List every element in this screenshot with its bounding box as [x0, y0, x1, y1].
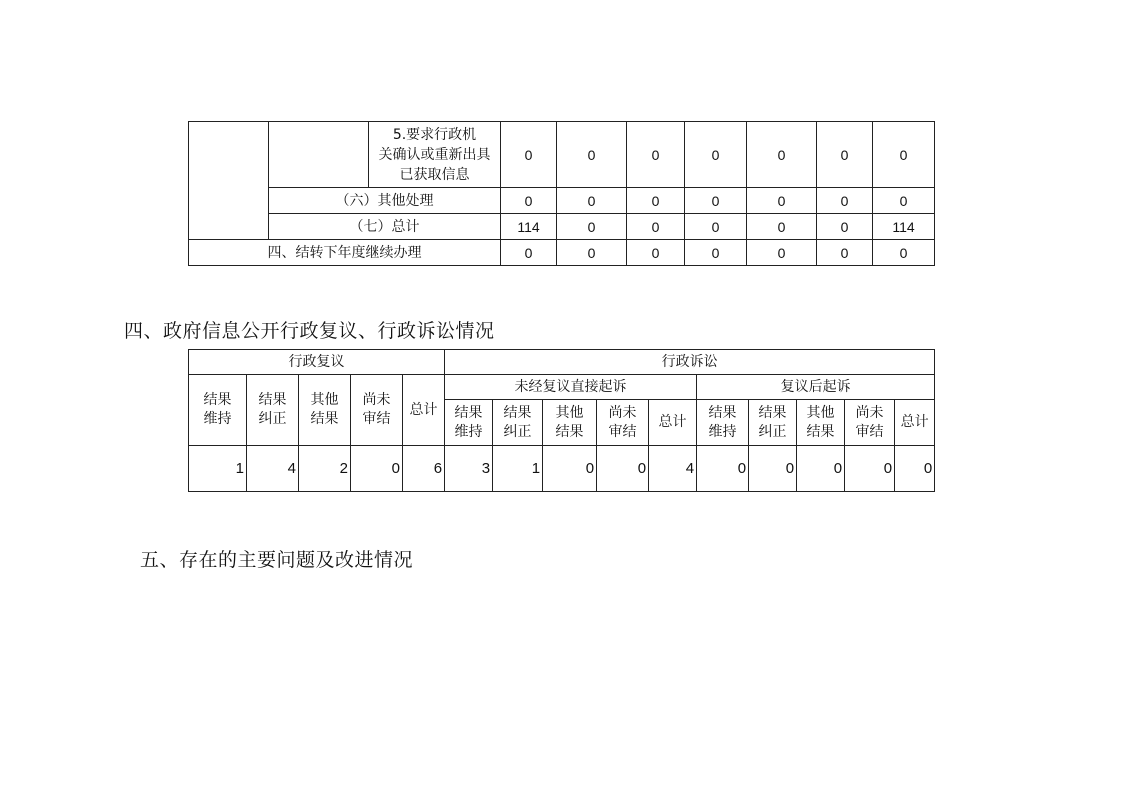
table-cell: 0 [501, 240, 557, 266]
column-header [299, 375, 351, 446]
column-header [845, 400, 895, 446]
table-cell: 0 [747, 188, 817, 214]
header-line: 维持 [708, 423, 737, 440]
table-cell: 1 [189, 446, 247, 492]
table-cell: 0 [557, 122, 627, 188]
row-label-total: （七）总计 [269, 214, 501, 240]
header-line: 审结 [608, 423, 637, 440]
table-cell: 6 [403, 446, 445, 492]
subgroup-header-after-review: 复议后起诉 [697, 375, 935, 400]
table-cell: 0 [817, 214, 873, 240]
header-line: 尚未 [608, 404, 637, 421]
column-header [895, 400, 935, 446]
table-cell: 2 [299, 446, 351, 492]
column-header [445, 400, 493, 446]
column-header [597, 400, 649, 446]
table-row [189, 350, 935, 375]
table-cell: 0 [351, 446, 403, 492]
column-header [797, 400, 845, 446]
table-cell: 0 [817, 188, 873, 214]
table-cell: 0 [557, 214, 627, 240]
table-cell: 4 [247, 446, 299, 492]
row-label-item5 [369, 122, 501, 188]
table-cell: 0 [501, 188, 557, 214]
row-label-other: （六）其他处理 [269, 188, 501, 214]
table-cell: 0 [627, 214, 685, 240]
table-cell: 0 [817, 122, 873, 188]
header-line: 审结 [855, 423, 884, 440]
column-header [649, 400, 697, 446]
header-line: 结果 [806, 423, 835, 440]
table-cell: 3 [445, 446, 493, 492]
table-row [189, 375, 935, 400]
header-line: 其他 [310, 392, 339, 408]
header-line: 维持 [454, 423, 483, 440]
table-cell: 114 [873, 214, 935, 240]
header-line: 结果 [258, 392, 287, 408]
row-label-line: 5.要求行政机 [392, 126, 477, 143]
table-cell: 0 [543, 446, 597, 492]
table-cell: 0 [749, 446, 797, 492]
review-litigation-table [188, 349, 935, 492]
table-cell: 0 [597, 446, 649, 492]
subgroup-header-direct-suit: 未经复议直接起诉 [445, 375, 697, 400]
section-heading-problems-improvements: 五、存在的主要问题及改进情况 [140, 549, 414, 571]
table-row [189, 446, 935, 492]
table-cell: 0 [747, 240, 817, 266]
header-line: 结果 [203, 392, 232, 408]
group-header-admin-review: 行政复议 [189, 350, 445, 375]
header-line: 总计 [900, 414, 929, 430]
header-line: 纠正 [258, 411, 287, 427]
group-header-litigation: 行政诉讼 [445, 350, 935, 375]
header-line: 总计 [658, 414, 687, 430]
table-cell: 0 [747, 122, 817, 188]
table-cell: 0 [685, 214, 747, 240]
header-line: 纠正 [758, 423, 787, 440]
header-line: 结果 [555, 423, 584, 440]
header-line: 尚未 [362, 392, 391, 408]
header-line: 尚未 [855, 404, 884, 421]
table-row [189, 188, 935, 214]
table-cell: 0 [845, 446, 895, 492]
header-line: 总计 [409, 401, 438, 418]
table-cell: 0 [873, 240, 935, 266]
table-cell: 0 [685, 122, 747, 188]
header-line: 其他 [806, 404, 835, 421]
table-row [189, 122, 935, 188]
table-cell: 0 [817, 240, 873, 266]
column-header [189, 375, 247, 446]
row-label-line: 关确认或重新出具 [378, 146, 491, 163]
table-cell: 0 [627, 122, 685, 188]
header-line: 审结 [362, 411, 391, 427]
header-line: 结果 [708, 404, 737, 421]
application-handling-table [188, 121, 935, 266]
table-cell: 0 [685, 240, 747, 266]
table-cell: 0 [557, 240, 627, 266]
table-cell: 0 [895, 446, 935, 492]
column-header [543, 400, 597, 446]
column-header [697, 400, 749, 446]
table-cell: 1 [493, 446, 543, 492]
header-line: 纠正 [503, 423, 532, 440]
table-cell: 0 [697, 446, 749, 492]
column-header [351, 375, 403, 446]
blank-cell [269, 122, 369, 188]
row-label-line: 已获取信息 [399, 166, 470, 183]
table-cell: 114 [501, 214, 557, 240]
header-line: 结果 [758, 404, 787, 421]
blank-cell [189, 122, 269, 240]
table-row [189, 240, 935, 266]
header-line: 维持 [203, 411, 232, 427]
table-cell: 0 [747, 214, 817, 240]
table-cell: 4 [649, 446, 697, 492]
row-label-carry-over: 四、结转下年度继续办理 [189, 240, 501, 266]
header-line: 结果 [503, 404, 532, 421]
table-cell: 0 [873, 188, 935, 214]
column-header [493, 400, 543, 446]
table-cell: 0 [685, 188, 747, 214]
column-header [749, 400, 797, 446]
header-line: 结果 [310, 411, 339, 427]
table-cell: 0 [797, 446, 845, 492]
table-cell: 0 [627, 240, 685, 266]
table-row [189, 214, 935, 240]
table-cell: 0 [501, 122, 557, 188]
section-heading-review-litigation: 四、政府信息公开行政复议、行政诉讼情况 [124, 320, 495, 342]
table-cell: 0 [873, 122, 935, 188]
column-header [247, 375, 299, 446]
table-cell: 0 [627, 188, 685, 214]
header-line: 其他 [555, 404, 584, 421]
header-line: 结果 [454, 404, 483, 421]
column-header [403, 375, 445, 446]
table-cell: 0 [557, 188, 627, 214]
